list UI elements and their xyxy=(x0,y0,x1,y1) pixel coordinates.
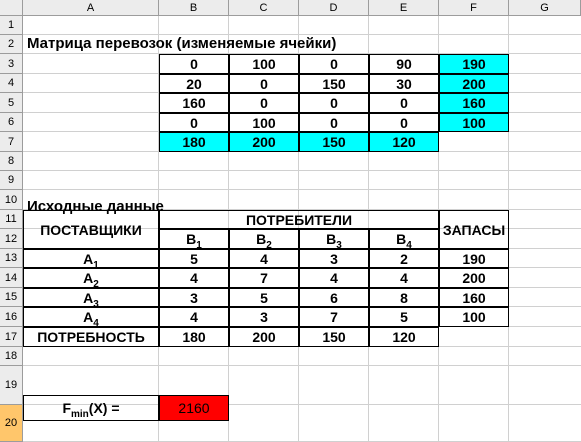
gridline-horizontal xyxy=(23,170,581,171)
row-header-4[interactable]: 4 xyxy=(0,74,23,93)
supplier-label-a1[interactable] xyxy=(23,249,159,271)
demand-cell[interactable]: 150 xyxy=(299,327,369,347)
supplier-label-a4[interactable] xyxy=(23,307,159,327)
row-header-6[interactable]: 6 xyxy=(0,113,23,132)
row-header-18[interactable]: 18 xyxy=(0,347,23,366)
stock-cell[interactable]: 160 xyxy=(439,288,509,307)
demand-cell[interactable]: 120 xyxy=(369,327,439,347)
stock-cell[interactable]: 190 xyxy=(439,249,509,268)
cost-cell[interactable]: 5 xyxy=(229,288,299,307)
source-title[interactable]: Исходные данные xyxy=(27,198,164,215)
subscript-label: $A_1$ xyxy=(83,250,99,271)
cost-cell[interactable]: 4 xyxy=(229,249,299,268)
row-header-3[interactable]: 3 xyxy=(0,54,23,74)
subscript-label: $B_3$ xyxy=(326,231,342,251)
stock-cell[interactable]: 100 xyxy=(439,307,509,327)
objective-label: $F_{min}(X)$ = xyxy=(62,400,120,420)
cost-cell[interactable]: 3 xyxy=(299,249,369,268)
consumer-label-b4[interactable] xyxy=(369,229,439,249)
objective-label-cell[interactable] xyxy=(23,395,159,421)
subscript-label: $B_1$ xyxy=(186,231,202,251)
matrix-cell[interactable]: 150 xyxy=(299,74,369,93)
column-header-a[interactable]: A xyxy=(23,0,159,16)
consumer-label-b1[interactable] xyxy=(159,229,229,249)
subscript-label: $B_4$ xyxy=(396,231,412,251)
cost-cell[interactable]: 4 xyxy=(159,307,229,327)
matrix-cell[interactable]: 0 xyxy=(299,113,369,132)
demand-sum-cell[interactable]: 150 xyxy=(299,132,369,152)
cost-cell[interactable]: 4 xyxy=(299,268,369,288)
consumers-header[interactable]: ПОТРЕБИТЕЛИ xyxy=(159,210,439,229)
matrix-cell[interactable]: 160 xyxy=(159,93,229,113)
matrix-cell[interactable]: 0 xyxy=(369,93,439,113)
column-header-b[interactable]: B xyxy=(159,0,229,16)
matrix-cell[interactable]: 20 xyxy=(159,74,229,93)
row-header-5[interactable]: 5 xyxy=(0,93,23,113)
cost-cell[interactable]: 2 xyxy=(369,249,439,268)
row-header-7[interactable]: 7 xyxy=(0,132,23,152)
matrix-cell[interactable]: 0 xyxy=(159,54,229,74)
column-header-d[interactable]: D xyxy=(299,0,369,16)
stocks-header[interactable]: ЗАПАСЫ xyxy=(439,210,509,249)
demand-cell[interactable]: 180 xyxy=(159,327,229,347)
demand-sum-cell[interactable]: 180 xyxy=(159,132,229,152)
cost-cell[interactable]: 3 xyxy=(229,307,299,327)
cost-cell[interactable]: 5 xyxy=(369,307,439,327)
row-header-12[interactable]: 12 xyxy=(0,229,23,249)
consumer-label-b2[interactable] xyxy=(229,229,299,249)
cost-cell[interactable]: 3 xyxy=(159,288,229,307)
supplier-label-a3[interactable] xyxy=(23,288,159,310)
cost-cell[interactable]: 8 xyxy=(369,288,439,307)
matrix-cell[interactable]: 0 xyxy=(299,93,369,113)
matrix-cell[interactable]: 90 xyxy=(369,54,439,74)
column-header-e[interactable]: E xyxy=(369,0,439,16)
cost-cell[interactable]: 6 xyxy=(299,288,369,307)
row-header-20[interactable]: 20 xyxy=(0,405,23,442)
select-all-corner[interactable] xyxy=(0,0,23,16)
demand-sum-cell[interactable]: 120 xyxy=(369,132,439,152)
column-header-g[interactable]: G xyxy=(509,0,581,16)
row-header-11[interactable]: 11 xyxy=(0,210,23,229)
subscript-label: $A_2$ xyxy=(83,270,99,290)
cost-cell[interactable]: 5 xyxy=(159,249,229,268)
gridline-horizontal xyxy=(23,365,581,366)
matrix-cell[interactable]: 0 xyxy=(159,113,229,132)
supply-sum-cell[interactable]: 200 xyxy=(439,74,509,93)
row-header-8[interactable]: 8 xyxy=(0,152,23,171)
subscript-label: $A_3$ xyxy=(83,289,99,310)
demand-label[interactable]: ПОТРЕБНОСТЬ xyxy=(23,327,159,347)
demand-cell[interactable]: 200 xyxy=(229,327,299,347)
gridline-horizontal xyxy=(23,189,581,190)
cost-cell[interactable]: 4 xyxy=(369,268,439,288)
supply-sum-cell[interactable]: 160 xyxy=(439,93,509,113)
stock-cell[interactable]: 200 xyxy=(439,268,509,288)
matrix-cell[interactable]: 30 xyxy=(369,74,439,93)
cost-cell[interactable]: 7 xyxy=(299,307,369,327)
row-header-15[interactable]: 15 xyxy=(0,288,23,307)
consumer-label-b3[interactable] xyxy=(299,229,369,249)
column-header-f[interactable]: F xyxy=(439,0,509,16)
cost-cell[interactable]: 7 xyxy=(229,268,299,288)
row-header-1[interactable]: 1 xyxy=(0,16,23,35)
column-header-c[interactable]: C xyxy=(229,0,299,16)
matrix-cell[interactable]: 0 xyxy=(229,74,299,93)
row-header-16[interactable]: 16 xyxy=(0,307,23,327)
supplier-label-a2[interactable] xyxy=(23,268,159,288)
matrix-cell[interactable]: 0 xyxy=(299,54,369,74)
cost-cell[interactable]: 4 xyxy=(159,268,229,288)
supply-sum-cell[interactable]: 190 xyxy=(439,54,509,74)
row-header-13[interactable]: 13 xyxy=(0,249,23,268)
objective-value-cell[interactable]: 2160 xyxy=(159,395,229,421)
matrix-cell[interactable]: 100 xyxy=(229,54,299,74)
demand-sum-cell[interactable]: 200 xyxy=(229,132,299,152)
row-header-2[interactable]: 2 xyxy=(0,35,23,54)
row-header-19[interactable]: 19 xyxy=(0,366,23,405)
matrix-cell[interactable]: 0 xyxy=(369,113,439,132)
matrix-cell[interactable]: 100 xyxy=(229,113,299,132)
row-header-9[interactable]: 9 xyxy=(0,171,23,190)
supply-sum-cell[interactable]: 100 xyxy=(439,113,509,132)
matrix-title[interactable]: Матрица перевозок (изменяемые ячейки) xyxy=(27,35,337,52)
matrix-cell[interactable]: 0 xyxy=(229,93,299,113)
row-header-14[interactable]: 14 xyxy=(0,268,23,288)
row-header-10[interactable]: 10 xyxy=(0,190,23,210)
row-header-17[interactable]: 17 xyxy=(0,327,23,347)
suppliers-header[interactable]: ПОСТАВЩИКИ xyxy=(23,210,159,249)
subscript-label: $A_4$ xyxy=(83,309,99,329)
subscript-label: $B_2$ xyxy=(256,231,272,251)
